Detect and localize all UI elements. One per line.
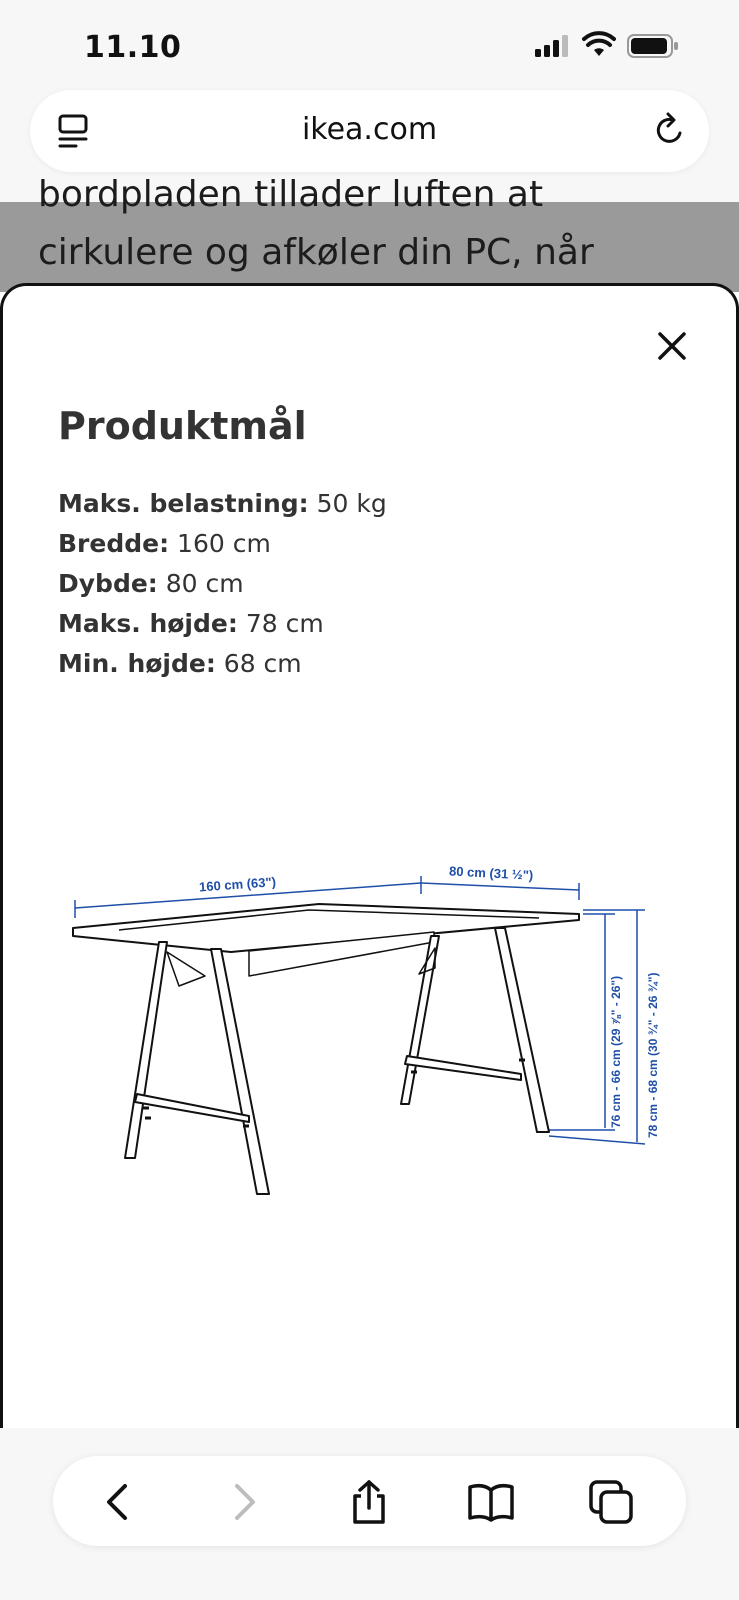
outer-height-label: 78 cm - 68 cm (30 ¾" - 26 ¾"): [646, 972, 660, 1138]
spec-label: Bredde:: [58, 529, 170, 558]
spec-max-height: [58, 604, 387, 644]
spec-label: Dybde:: [58, 569, 158, 598]
tabs-icon[interactable]: [587, 1478, 635, 1526]
share-icon[interactable]: [345, 1478, 393, 1526]
url-text[interactable]: ikea.com: [301, 112, 438, 147]
spec-label: Min. højde:: [58, 649, 216, 678]
chevron-left-icon[interactable]: [95, 1478, 143, 1526]
signal-icon: [535, 35, 571, 57]
browser-toolbar: [53, 1456, 686, 1546]
spec-value: 80 cm: [165, 569, 244, 598]
spec-label: Maks. belastning:: [58, 489, 309, 518]
chevron-right-icon[interactable]: [219, 1478, 267, 1526]
spec-width: [58, 524, 387, 564]
status-bar: [0, 0, 739, 90]
address-bar[interactable]: [30, 90, 709, 172]
width-dimension-label: 160 cm (63"): [198, 874, 277, 895]
browser-toolbar-area: [0, 1428, 739, 1600]
spec-max-load: [58, 484, 387, 524]
product-dimensions-modal: [0, 283, 739, 1433]
desk-dimension-diagram: [59, 856, 689, 1216]
spec-label: Maks. højde:: [58, 609, 238, 638]
background-page: [0, 174, 739, 292]
status-time: 11.10: [84, 30, 182, 65]
reload-icon[interactable]: [653, 112, 687, 148]
spec-depth: [58, 564, 387, 604]
status-icons: [535, 34, 679, 58]
background-page-text: bordpladen tillader luften at cirkulere og afkøler din PC, når: [38, 174, 594, 273]
spec-value: 160 cm: [177, 529, 271, 558]
spec-value: 68 cm: [223, 649, 302, 678]
specs-list: [58, 484, 387, 684]
spec-value: 78 cm: [245, 609, 324, 638]
book-icon[interactable]: [467, 1478, 515, 1526]
modal-title: Produktmål: [58, 404, 307, 448]
spec-min-height: [58, 644, 387, 684]
desk-drawing: [73, 904, 579, 1194]
inner-height-label: 76 cm - 66 cm (29 ⅞" - 26"): [609, 975, 623, 1128]
spec-value: 50 kg: [316, 489, 387, 518]
wifi-icon: [583, 34, 615, 58]
close-icon[interactable]: [652, 326, 692, 366]
depth-dimension-label: 80 cm (31 ½"): [448, 863, 534, 883]
battery-icon: [627, 34, 679, 58]
